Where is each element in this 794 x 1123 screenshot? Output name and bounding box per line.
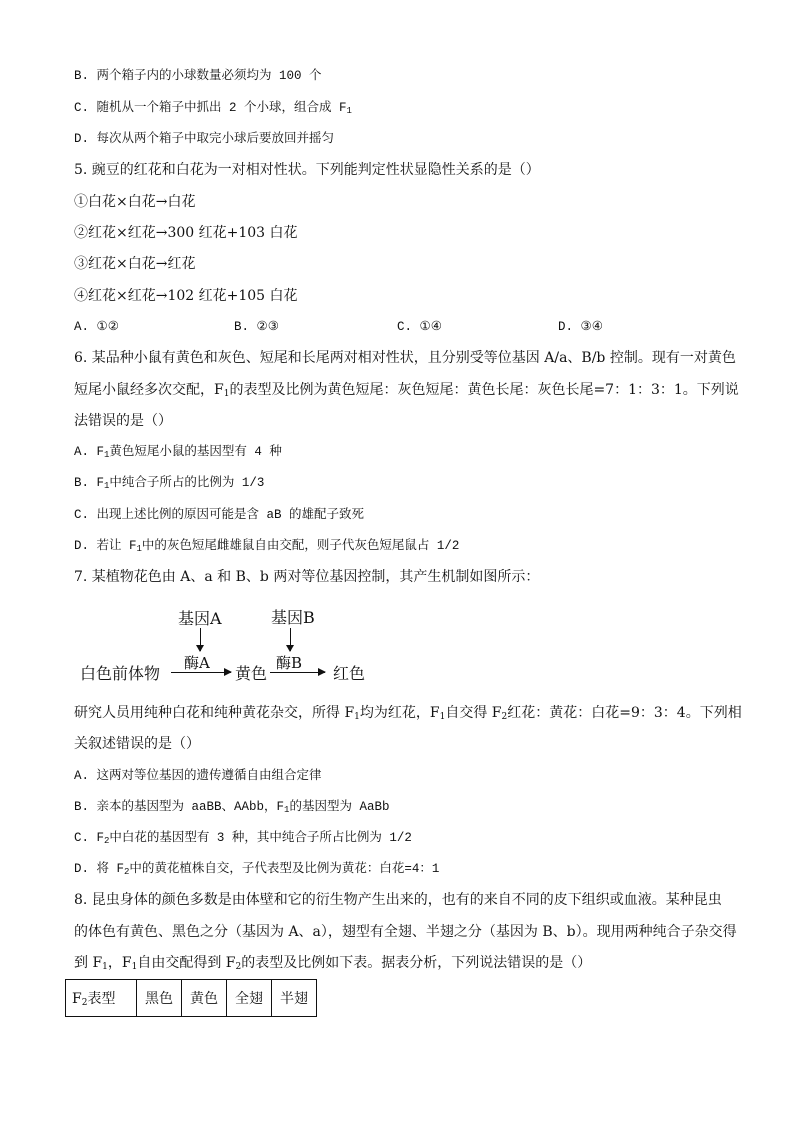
q8-stem-line-1: 8. 昆虫身体的颜色多数是由体壁和它的衍生物产生出来的，也有的来自不同的皮下组织或血液。某种昆虫 <box>74 892 722 908</box>
table-header-cell: $F_2$表型 <box>66 980 137 1017</box>
q5-stem: 5. 豌豆的红花和白花为一对相对性状。下列能判定性状显隐性关系的是（） <box>74 162 540 178</box>
q6-option-b: B. $F_1$中纯合子所占的比例为 1/3 <box>74 476 265 491</box>
enzyme-a-label: 酶A <box>184 654 210 672</box>
red-label: 红色 <box>333 664 366 683</box>
q8-stem-line-3: 到 $F_1$，$F_1$自由交配得到 $F_2$的表型及比例如下表。据表分析，下列说法错误的是（） <box>74 955 592 972</box>
precursor-label: 白色前体物 <box>80 664 161 683</box>
q6-stem-line-3: 法错误的是（） <box>74 413 172 429</box>
table-col-full-wing: 全翅 <box>227 980 272 1017</box>
q5-item-3: ③红花×白花→红花 <box>74 256 196 272</box>
q7-option-d: D. 将 $F_2$中的黄花植株自交，子代表型及比例为黄花：白花=4：1 <box>74 862 440 877</box>
gene-b-arrow <box>290 628 291 651</box>
q6-option-c: C. 出现上述比例的原因可能是含 aB 的雄配子致死 <box>74 508 365 522</box>
q7-option-c: C. $F_2$中白花的基因型有 3 种，其中纯合子所占比例为 1/2 <box>74 831 412 846</box>
q5-option-a: A. ①② <box>74 320 119 334</box>
table-row <box>66 980 317 1017</box>
q5-item-1: ①白花×白花→白花 <box>74 194 196 210</box>
enzyme-b-label: 酶B <box>276 654 303 672</box>
table-col-yellow: 黄色 <box>182 980 227 1017</box>
q7-body-line-1: 研究人员用纯种白花和纯种黄花杂交，所得 $F_1$均为红花，$F_1$自交得 $F_2$红花：黄花：白花=9：3：4。下列相 <box>74 705 742 722</box>
yellow-label: 黄色 <box>235 664 268 683</box>
gene-a-arrow <box>200 628 201 651</box>
q8-phenotype-table <box>65 979 317 1017</box>
q7-stem: 7. 某植物花色由 A、a 和 B、b 两对等位基因控制，其产生机制如图所示： <box>74 569 540 585</box>
q5-item-4: ④红花×红花→102 红花+105 白花 <box>74 288 298 304</box>
table-col-half-wing: 半翅 <box>272 980 317 1017</box>
gene-b-label: 基因B <box>271 608 315 627</box>
q5-option-c: C. ①④ <box>397 320 442 334</box>
q6-stem-line-2: 短尾小鼠经多次交配，$F_1$的表型及比例为黄色短尾：灰色短尾：黄色长尾：灰色长尾=7：1：3：1。下列说 <box>74 382 739 399</box>
q7-body-line-2: 关叙述错误的是（） <box>74 736 200 752</box>
arrow-to-yellow <box>171 672 231 673</box>
q6-stem-line-1: 6. 某品种小鼠有黄色和灰色、短尾和长尾两对相对性状，且分别受等位基因 A/a、B/b 控制。现有一对黄色 <box>74 350 736 366</box>
q7-pathway-diagram <box>80 603 400 683</box>
q7-option-a: A. 这两对等位基因的遗传遵循自由组合定律 <box>74 769 322 783</box>
q5-item-2: ②红花×红花→300 红花+103 白花 <box>74 225 298 241</box>
q4-option-d: D. 每次从两个箱子中取完小球后要放回并摇匀 <box>74 132 335 146</box>
q4-option-c: C. 随机从一个箱子中抓出 2 个小球，组合成 $F_1$ <box>74 101 352 116</box>
q6-option-d: D. 若让 $F_1$中的灰色短尾雌雄鼠自由交配，则子代灰色短尾鼠占 1/2 <box>74 539 460 554</box>
table-col-black: 黑色 <box>137 980 182 1017</box>
arrow-to-red <box>270 672 325 673</box>
gene-a-label: 基因A <box>178 609 222 628</box>
q5-option-d: D. ③④ <box>558 320 603 334</box>
q8-stem-line-2: 的体色有黄色、黑色之分（基因为 A、a），翅型有全翅、半翅之分（基因为 B、b）。现用两种纯合子杂交得 <box>74 924 737 940</box>
q6-option-a: A. $F_1$黄色短尾小鼠的基因型有 4 种 <box>74 445 282 460</box>
q7-option-b: B. 亲本的基因型为 aaBB、AAbb，$F_1$的基因型为 AaBb <box>74 800 390 815</box>
q4-option-b: B. 两个箱子内的小球数量必须均为 100 个 <box>74 69 322 83</box>
q5-option-b: B. ②③ <box>234 320 279 334</box>
